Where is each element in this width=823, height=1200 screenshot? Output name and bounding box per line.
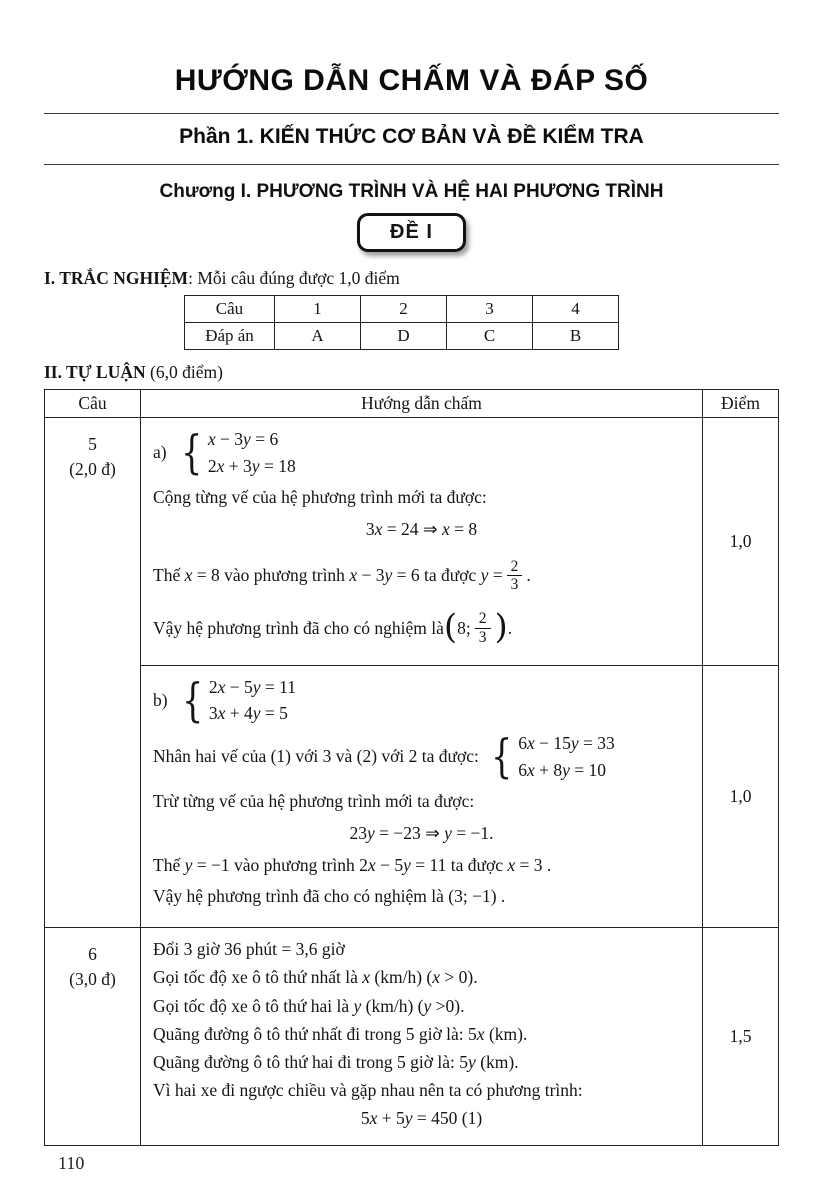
q5b-equation-result: 23y = −23 ⇒ y = −1.	[349, 822, 494, 843]
equation: 3x + 4y = 5	[208, 703, 288, 724]
q6-solution	[141, 927, 703, 1145]
grading-header-row	[45, 390, 779, 418]
question6-cell	[45, 927, 141, 1145]
q5a-system-line	[153, 425, 690, 480]
q6-line: Đổi 3 giờ 36 phút = 3,6 giờ	[153, 939, 345, 960]
q6-line: Vì hai xe đi ngược chiều và gặp nhau nên ta có phương trình:	[153, 1079, 583, 1100]
q5a-equation-result: 3x = 24 ⇒ x = 8	[365, 518, 478, 539]
exam-badge-wrap	[44, 213, 779, 252]
left-brace-icon: {	[491, 729, 513, 784]
left-brace-icon: {	[180, 425, 202, 480]
question5-number: 5	[88, 434, 97, 454]
fraction	[475, 610, 491, 647]
q5b-solution	[141, 665, 703, 927]
chapter-heading: Chương I. PHƯƠNG TRÌNH VÀ HỆ HAI PHƯƠNG TRÌNH	[159, 181, 664, 202]
divider-top	[44, 113, 779, 114]
q5a-substitute-text: Thế x = 8 vào phương trình x − 3y = 6 ta được y =	[153, 565, 503, 585]
question6-points: (3,0 đ)	[69, 969, 116, 990]
mcq-cell: 3	[447, 296, 533, 323]
q5b-multiply-text: Nhân hai vế của (1) với 3 và (2) với 2 ta được:	[153, 746, 479, 767]
q6-line: Quãng đường ô tô thứ hai đi trong 5 giờ là: 5y (km).	[153, 1051, 519, 1072]
q6-line: Gọi tốc độ xe ô tô thứ hai là y (km/h) (y >0).	[153, 995, 465, 1016]
q5b-step-text: Trừ từng vế của hệ phương trình mới ta được:	[153, 791, 475, 812]
mcq-cell: D	[361, 323, 447, 350]
q5b-score: 1,0	[703, 665, 779, 927]
fraction-numerator: 2	[478, 610, 487, 628]
part-b-label: b)	[153, 690, 168, 711]
header-diem: Điểm	[703, 390, 779, 418]
mcq-cell: B	[533, 323, 619, 350]
essay-section-heading	[44, 362, 779, 383]
q6-equation-line: 5x + 5y = 450 (1)	[360, 1108, 483, 1128]
fraction-denominator: 3	[507, 575, 523, 594]
mcq-cell: Đáp án	[185, 323, 275, 350]
period: .	[507, 617, 513, 638]
mcq-cell: 2	[361, 296, 447, 323]
equation: 2x + 3y = 18	[207, 455, 296, 476]
q5a-substitute-line	[153, 558, 531, 595]
row-question5a	[45, 418, 779, 666]
mcq-answer-table	[184, 295, 619, 350]
page-number: 110	[58, 1153, 85, 1173]
q5a-conclusion-line	[153, 607, 513, 648]
question5-cell	[45, 418, 141, 928]
q6-line: Quãng đường ô tô thứ nhất đi trong 5 giờ là: 5x (km).	[153, 1023, 528, 1044]
q5a-score: 1,0	[703, 418, 779, 666]
mcq-cell: C	[447, 323, 533, 350]
q6-score: 1,5	[703, 927, 779, 1145]
q5b-multiply-line	[153, 729, 690, 784]
header-huong-dan: Hướng dẫn chấm	[141, 390, 703, 418]
q5a-solution-pair: 8;	[457, 617, 471, 638]
part-a-label: a)	[153, 442, 167, 463]
mcq-cell: Câu	[185, 296, 275, 323]
row-question6	[45, 927, 779, 1145]
mcq-cell: 1	[275, 296, 361, 323]
q5b-substitute-line: Thế y = −1 vào phương trình 2x − 5y = 11 ta được x = 3 .	[153, 854, 552, 875]
exam-badge: ĐỀ I	[357, 213, 466, 252]
fraction-denominator: 3	[475, 628, 491, 647]
question5-points: (2,0 đ)	[69, 459, 116, 480]
essay-heading-label: II. TỰ LUẬN	[44, 362, 146, 382]
essay-heading-note: (6,0 điểm)	[145, 362, 223, 382]
open-paren: (	[443, 607, 458, 648]
q5a-conclusion-text: Vậy hệ phương trình đã cho có nghiệm là	[153, 617, 444, 638]
equation-system	[177, 425, 296, 480]
q5b-conclusion-line: Vậy hệ phương trình đã cho có nghiệm là (3; −1) .	[153, 886, 506, 907]
equation: 6x + 8y = 10	[518, 759, 606, 780]
mcq-heading-label: I. TRẮC NGHIỆM	[44, 268, 189, 288]
grading-table	[44, 389, 779, 1146]
left-brace-icon: {	[181, 673, 203, 728]
header-cau: Câu	[45, 390, 141, 418]
divider-part	[44, 164, 779, 165]
period: .	[526, 565, 531, 585]
mcq-header-row	[185, 296, 619, 323]
page-title: HƯỚNG DẪN CHẤM VÀ ĐÁP SỐ	[174, 64, 649, 97]
question6-number: 6	[88, 943, 97, 964]
mcq-cell: 4	[533, 296, 619, 323]
q5a-solution	[141, 418, 703, 666]
equation-system	[178, 673, 297, 728]
q5a-step-text: Cộng từng vế của hệ phương trình mới ta được:	[153, 487, 487, 508]
equation: x − 3y = 6	[207, 429, 279, 449]
q6-line: Gọi tốc độ xe ô tô thứ nhất là x (km/h) (x > 0).	[153, 967, 478, 988]
fraction-numerator: 2	[510, 557, 519, 575]
equation: 2x − 5y = 11	[208, 676, 297, 697]
q5b-system-line	[153, 673, 690, 728]
part-heading: Phần 1. KIẾN THỨC CƠ BẢN VÀ ĐỀ KIỂM TRA	[179, 125, 644, 148]
fraction	[507, 558, 523, 595]
mcq-cell: A	[275, 323, 361, 350]
mcq-section-heading	[44, 268, 779, 289]
equation: 6x − 15y = 33	[518, 733, 615, 753]
mcq-heading-note: : Mỗi câu đúng được 1,0 điểm	[188, 268, 400, 288]
equation-system	[487, 729, 615, 784]
close-paren: )	[494, 607, 508, 648]
row-question5b	[45, 665, 779, 927]
mcq-answer-row	[185, 323, 619, 350]
